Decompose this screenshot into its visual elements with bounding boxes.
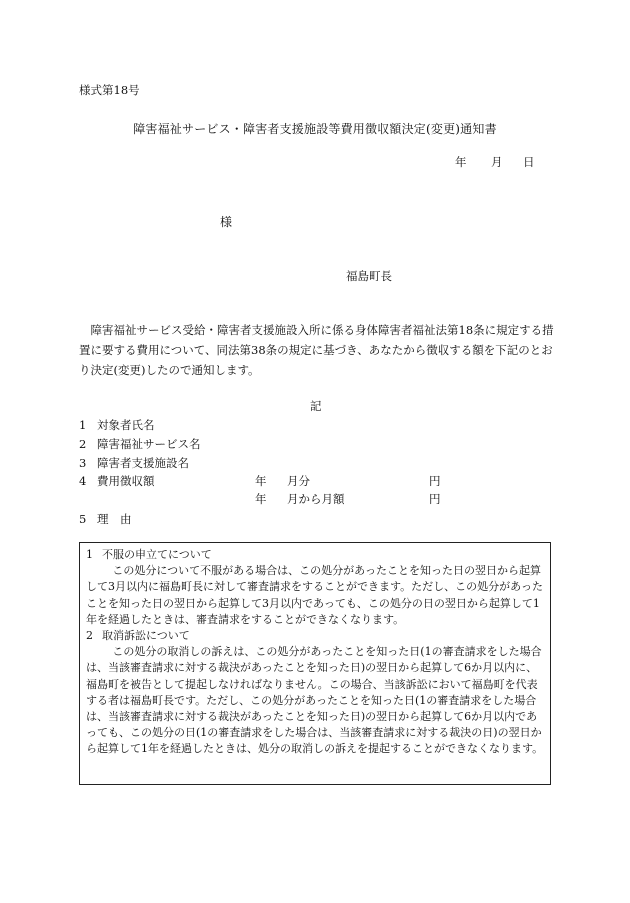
date-day: 日 [523, 155, 535, 169]
fee-row-1-year: 年 [255, 474, 267, 488]
date-year: 年 [455, 155, 467, 169]
list-item-reason [79, 511, 132, 527]
list-item-facility-name [79, 455, 189, 471]
fee-row-2-year: 年 [255, 492, 267, 506]
notice-text-lawsuit: この処分の取消しの訴えは、この処分があったことを知った日(1の審査請求をした場合は、当該審査請求に対する裁決があったことを知った日)の翌日から起算して6か月以内に、福島町を被告として提起しなければなりません。この場合、当該訴訟において福島町を代表する者は福島町長です。ただし、この処分があったことを知った日(1の審査請求をした場合は、当該審査請求に対する裁決があったことを知った日)の翌日から起算して6か月以内であっても、この処分の日(1の審査請求をした場合は、当該審査請求に対する裁決の日)の翌日から起算して1年を経過したときは、処分の取消しの訴えを提起することができなくなります。 [86, 645, 544, 756]
notice-number: 2 [86, 629, 93, 643]
body-text: 障害福祉サービス受給・障害者支援施設入所に係る身体障害者福祉法第18条に規定する措置に要する費用について、同法第38条の規定に基づき、あなたから徴収する額を下記のとおり決定(変更)したので通知します。 [79, 323, 554, 377]
item-number: 2 [79, 437, 87, 451]
item-number: 5 [79, 512, 87, 526]
item-number: 4 [79, 474, 87, 488]
item-number: 3 [79, 456, 87, 470]
fee-row-2-yen: 円 [429, 492, 441, 506]
list-item-fee-amount [79, 473, 155, 489]
item-label: 障害者支援施設名 [97, 456, 189, 470]
fee-row-2-period: 月から月額 [287, 492, 345, 506]
sender-name: 福島町長 [346, 269, 392, 283]
notice-number: 1 [86, 548, 93, 561]
notice-box [79, 542, 551, 785]
fee-row-1-period: 月分 [287, 474, 310, 488]
list-item-service-name [79, 436, 201, 452]
document-title: 障害福祉サービス・障害者支援施設等費用徴収額決定(変更)通知書 [133, 122, 497, 136]
fee-row-1-yen: 円 [429, 474, 441, 488]
notice-heading-objection [86, 547, 544, 563]
ki-heading: 記 [310, 399, 322, 413]
issue-date [455, 154, 535, 170]
list-item-subject-name [79, 417, 155, 433]
addressee-suffix: 様 [220, 215, 233, 229]
body-paragraph [79, 320, 557, 380]
item-label: 理 由 [97, 512, 132, 526]
item-label: 費用徴収額 [97, 474, 155, 488]
notice-heading-text: 不服の申立てについて [102, 548, 212, 561]
date-month: 月 [491, 155, 503, 169]
notice-text-objection: この処分について不服がある場合は、この処分があったことを知った日の翌日から起算して3月以内に福島町長に対して審査請求をすることができます。ただし、この処分があったことを知った日の翌日から起算して3月以内であっても、この処分の日の翌日から起算して1年を経過したときは、審査請求をすることができなくなります。 [86, 564, 544, 626]
form-number: 様式第18号 [79, 83, 140, 97]
item-label: 対象者氏名 [97, 418, 155, 432]
notice-heading-lawsuit [86, 628, 544, 644]
item-number: 1 [79, 418, 87, 432]
item-label: 障害福祉サービス名 [97, 437, 201, 451]
notice-heading-text: 取消訴訟について [102, 629, 190, 643]
